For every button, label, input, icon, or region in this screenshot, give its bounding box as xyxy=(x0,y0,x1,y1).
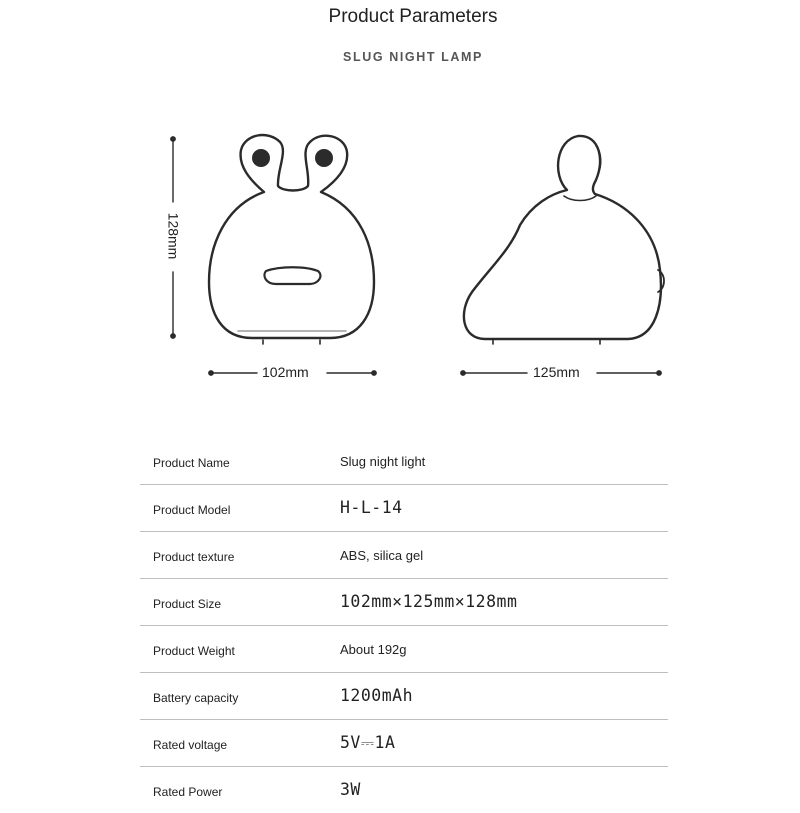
spec-value: H-L-14 xyxy=(340,498,403,517)
page-subtitle: SLUG NIGHT LAMP xyxy=(343,50,483,64)
front-width-dimension-label: 102mm xyxy=(259,364,312,380)
spec-row xyxy=(140,720,668,767)
slug-side-view xyxy=(464,136,664,344)
spec-value: 1200mAh xyxy=(340,686,414,705)
spec-value: 5V⎓1A xyxy=(340,733,396,752)
spec-row xyxy=(140,626,668,673)
spec-value: 3W xyxy=(340,780,361,799)
spec-row xyxy=(140,485,668,532)
spec-row xyxy=(140,673,668,720)
slug-front-view xyxy=(209,135,374,344)
spec-value: ABS, silica gel xyxy=(340,548,424,563)
spec-table xyxy=(140,438,668,813)
spec-value: 102mm×125mm×128mm xyxy=(340,592,518,611)
height-dimension-label: 128mm xyxy=(165,210,181,263)
spec-row xyxy=(140,532,668,579)
spec-label: Rated voltage xyxy=(153,738,228,752)
spec-label: Rated Power xyxy=(153,785,223,799)
spec-label: Product Name xyxy=(153,456,230,470)
spec-row xyxy=(140,579,668,626)
spec-label: Product Weight xyxy=(153,644,235,658)
spec-label: Product Model xyxy=(153,503,231,517)
spec-row xyxy=(140,438,668,485)
spec-value: About 192g xyxy=(340,642,407,657)
spec-value: Slug night light xyxy=(340,454,426,469)
page-title: Product Parameters xyxy=(328,6,498,27)
spec-label: Product Size xyxy=(153,597,222,611)
spec-label: Product texture xyxy=(153,550,235,564)
spec-row xyxy=(140,767,668,813)
side-length-dimension-label: 125mm xyxy=(530,364,583,380)
spec-label: Battery capacity xyxy=(153,691,239,705)
